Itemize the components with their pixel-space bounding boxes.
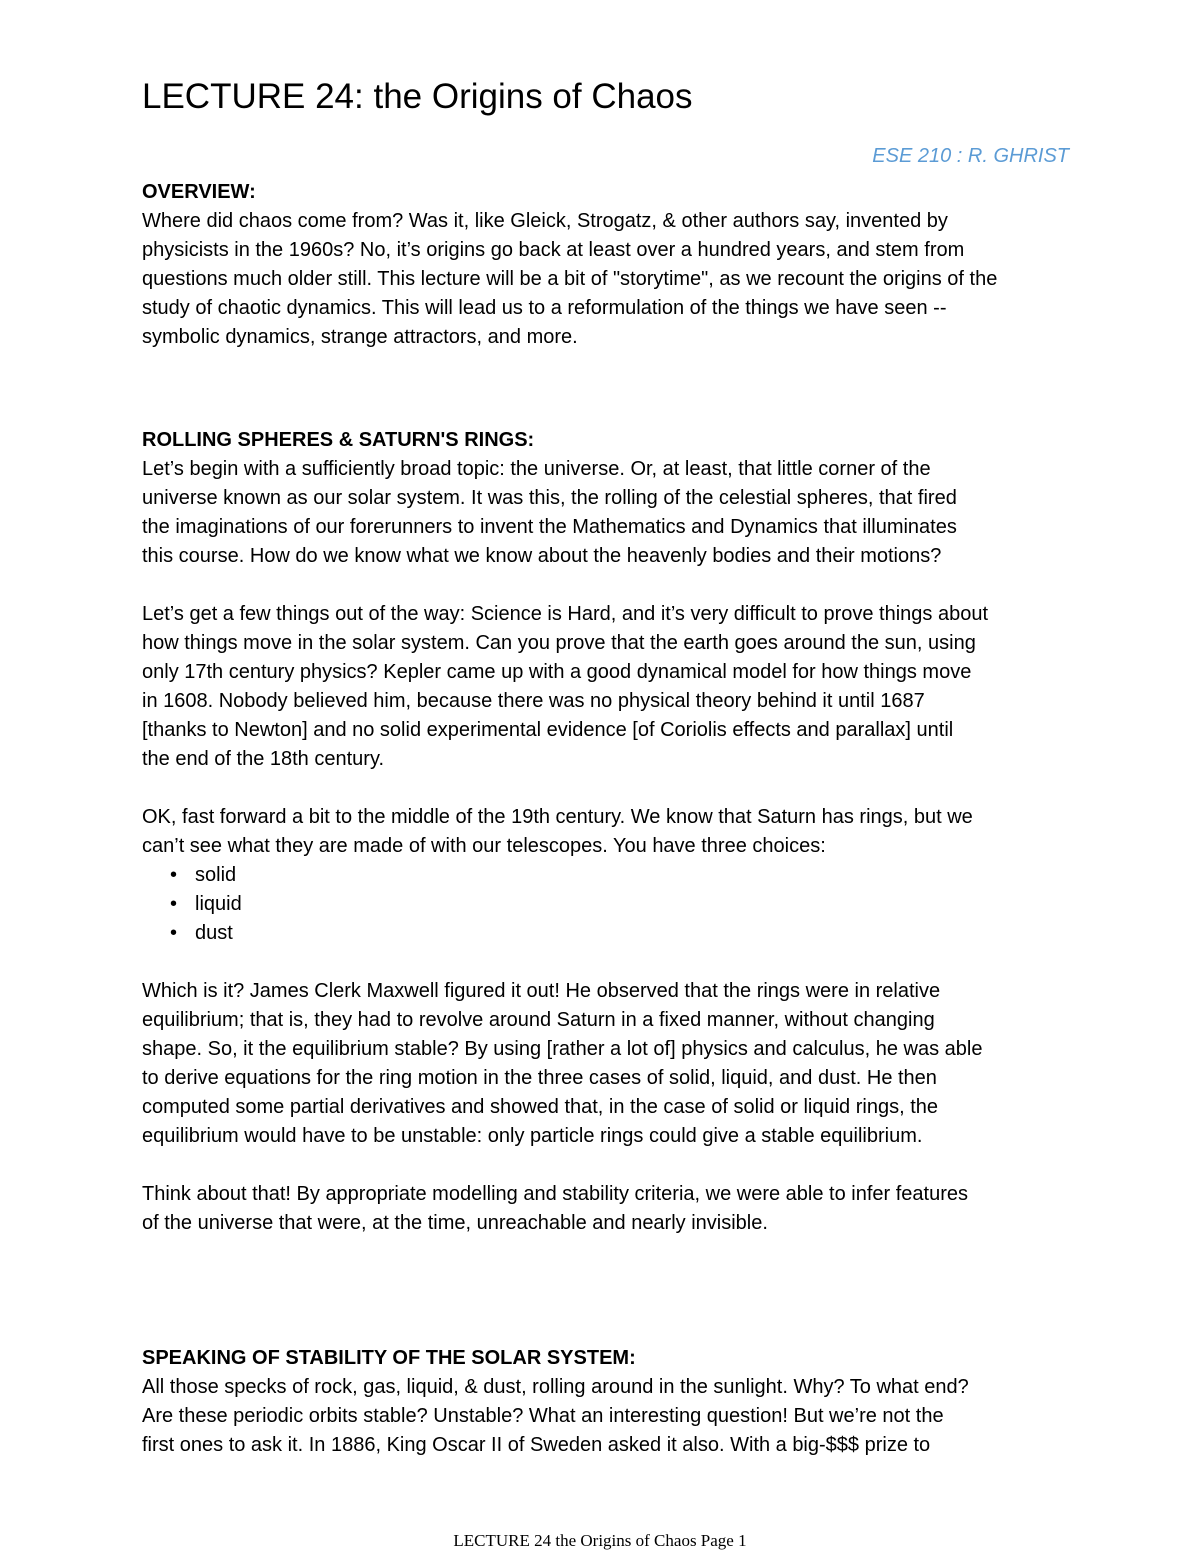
- paragraph-line: Let’s begin with a sufficiently broad topic: the universe. Or, at least, that little corner of the: [142, 458, 931, 480]
- paragraph-line: computed some partial derivatives and showed that, in the case of solid or liquid rings, the: [142, 1096, 938, 1118]
- paragraph-line: of the universe that were, at the time, unreachable and nearly invisible.: [142, 1212, 768, 1234]
- paragraph: [142, 803, 1102, 861]
- paragraph-line: shape. So, it the equilibrium stable? By using [rather a lot of] physics and calculus, he was able: [142, 1038, 983, 1060]
- paragraph-line: [thanks to Newton] and no solid experimental evidence [of Coriolis effects and parallax] until: [142, 719, 954, 741]
- paragraph-line: universe known as our solar system. It was this, the rolling of the celestial spheres, that fired: [142, 487, 957, 509]
- list-item: [142, 919, 1102, 948]
- paragraph-line: All those specks of rock, gas, liquid, & dust, rolling around in the sunlight. Why? To what end?: [142, 1376, 969, 1398]
- paragraph: [142, 1180, 1102, 1238]
- paragraph: [142, 455, 1102, 571]
- paragraph-line: study of chaotic dynamics. This will lead us to a reformulation of the things we have seen --: [142, 297, 947, 319]
- page-footer: LECTURE 24 the Origins of Chaos Page 1: [453, 1531, 747, 1550]
- course-byline: ESE 210 : R. GHRIST: [872, 145, 1069, 167]
- overview-section: [142, 178, 1102, 352]
- paragraph-line: the imaginations of our forerunners to invent the Mathematics and Dynamics that illuminates: [142, 516, 957, 538]
- paragraph: [142, 977, 1102, 1151]
- paragraph-line: physicists in the 1960s? No, it’s origins go back at least over a hundred years, and stem from: [142, 239, 965, 261]
- choices-list: [142, 861, 1102, 948]
- list-item-label: dust: [195, 922, 233, 944]
- paragraph-line: the end of the 18th century.: [142, 748, 385, 770]
- rolling-spheres-heading: ROLLING SPHERES & SATURN'S RINGS:: [142, 429, 535, 451]
- paragraph-line: how things move in the solar system. Can you prove that the earth goes around the sun, using: [142, 632, 976, 654]
- paragraph-line: first ones to ask it. In 1886, King Oscar II of Sweden asked it also. With a big-$$$ prize to: [142, 1434, 931, 1456]
- paragraph-line: symbolic dynamics, strange attractors, and more.: [142, 326, 578, 348]
- paragraph-line: Are these periodic orbits stable? Unstable? What an interesting question! But we’re not the: [142, 1405, 944, 1427]
- bullet-icon: •: [170, 864, 178, 886]
- paragraph-line: only 17th century physics? Kepler came up with a good dynamical model for how things move: [142, 661, 972, 683]
- overview-heading: OVERVIEW:: [142, 181, 256, 203]
- paragraph-line: Let’s get a few things out of the way: Science is Hard, and it’s very difficult to prove things about: [142, 603, 989, 625]
- list-item: [142, 861, 1102, 890]
- paragraph-line: equilibrium would have to be unstable: only particle rings could give a stable equilibrium.: [142, 1125, 923, 1147]
- paragraph-line: Where did chaos come from? Was it, like Gleick, Strogatz, & other authors say, invented by: [142, 210, 948, 232]
- bullet-icon: •: [170, 893, 178, 915]
- bullet-icon: •: [170, 922, 178, 944]
- list-item: [142, 890, 1102, 919]
- paragraph-line: this course. How do we know what we know about the heavenly bodies and their motions?: [142, 545, 942, 567]
- paragraph-line: can’t see what they are made of with our telescopes. You have three choices:: [142, 835, 826, 857]
- list-item-label: liquid: [195, 893, 242, 915]
- paragraph-line: equilibrium; that is, they had to revolve around Saturn in a fixed manner, without changing: [142, 1009, 935, 1031]
- paragraph-line: OK, fast forward a bit to the middle of the 19th century. We know that Saturn has rings, but we: [142, 806, 973, 828]
- list-item-label: solid: [195, 864, 237, 886]
- stability-heading: SPEAKING OF STABILITY OF THE SOLAR SYSTEM:: [142, 1347, 636, 1369]
- paragraph-line: to derive equations for the ring motion in the three cases of solid, liquid, and dust. He then: [142, 1067, 937, 1089]
- paragraph: [142, 600, 1102, 774]
- paragraph-line: in 1608. Nobody believed him, because there was no physical theory behind it until 1687: [142, 690, 925, 712]
- paragraph-line: Which is it? James Clerk Maxwell figured it out! He observed that the rings were in relative: [142, 980, 941, 1002]
- stability-section: [142, 1344, 1102, 1460]
- document-title: LECTURE 24: the Origins of Chaos: [142, 77, 693, 116]
- paragraph-line: questions much older still. This lecture will be a bit of "storytime", as we recount the origins of the: [142, 268, 998, 290]
- rolling-spheres-section: [142, 426, 1102, 1238]
- paragraph-line: Think about that! By appropriate modelling and stability criteria, we were able to infer features: [142, 1183, 968, 1205]
